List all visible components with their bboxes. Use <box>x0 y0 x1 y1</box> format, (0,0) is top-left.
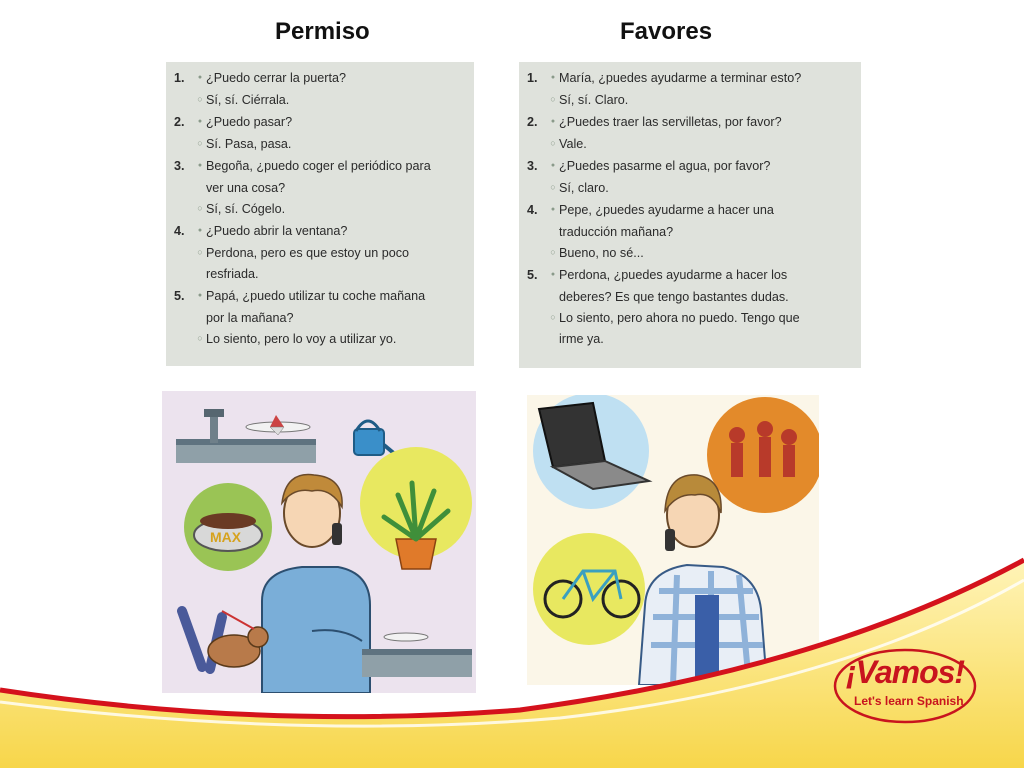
question-bullet-icon <box>547 112 559 134</box>
answer-line <box>547 178 853 199</box>
question-line <box>194 112 466 134</box>
answer-line <box>194 243 466 264</box>
answer-bullet-icon <box>194 329 206 350</box>
answer-line <box>194 264 466 285</box>
answer-line <box>194 329 466 350</box>
answer-text: Sí, sí. Claro. <box>559 93 629 107</box>
item-number: 3. <box>527 159 538 173</box>
question-bullet-icon <box>547 68 559 90</box>
dialog-item <box>527 68 853 111</box>
answer-text: resfriada. <box>206 267 259 281</box>
answer-bullet-icon <box>194 199 206 220</box>
dialog-item <box>174 221 466 285</box>
answer-bullet-icon <box>547 134 559 155</box>
question-text: Pepe, ¿puedes ayudarme a hacer una <box>559 203 774 217</box>
answer-line <box>194 134 466 155</box>
answer-bullet-icon <box>547 329 559 350</box>
item-number: 3. <box>174 159 185 173</box>
question-line <box>547 287 853 308</box>
answer-line <box>547 90 853 111</box>
question-bullet-icon <box>547 265 559 287</box>
answer-line <box>547 329 853 350</box>
favores-dialog-panel <box>519 62 861 368</box>
question-line <box>547 222 853 243</box>
dialog-item <box>174 286 466 350</box>
control-tower <box>210 413 218 443</box>
item-number: 5. <box>527 268 538 282</box>
question-bullet-icon <box>194 178 206 199</box>
dialog-item <box>527 200 853 264</box>
permiso-dialog-panel <box>166 62 474 366</box>
item-number: 5. <box>174 289 185 303</box>
item-number: 2. <box>527 115 538 129</box>
question-line <box>547 112 853 134</box>
answer-text: Sí. Pasa, pasa. <box>206 137 292 151</box>
question-line <box>547 265 853 287</box>
question-line <box>194 68 466 90</box>
dialog-item <box>174 156 466 220</box>
question-line <box>194 221 466 243</box>
answer-bullet-icon <box>547 308 559 329</box>
question-text: ver una cosa? <box>206 181 286 195</box>
answer-bullet-icon <box>547 178 559 199</box>
answer-line <box>194 199 466 220</box>
question-bullet-icon <box>547 200 559 222</box>
answer-bullet-icon <box>194 134 206 155</box>
question-text: traducción mañana? <box>559 225 674 239</box>
answer-text: Sí, claro. <box>559 181 609 195</box>
answer-line <box>547 308 853 329</box>
question-bullet-icon <box>547 156 559 178</box>
question-text: Papá, ¿puedo utilizar tu coche mañana <box>206 289 426 303</box>
heading-permiso: Permiso <box>275 18 370 45</box>
question-line <box>194 178 466 199</box>
dialog-item <box>527 112 853 155</box>
question-text: María, ¿puedes ayudarme a terminar esto? <box>559 71 802 85</box>
question-line <box>547 156 853 178</box>
question-line <box>547 200 853 222</box>
item-number: 1. <box>174 71 185 85</box>
answer-text: irme ya. <box>559 332 604 346</box>
answer-text: Vale. <box>559 137 587 151</box>
answer-bullet-icon <box>194 90 206 111</box>
question-text: por la mañana? <box>206 311 294 325</box>
answer-bullet-icon <box>547 90 559 111</box>
question-bullet-icon <box>194 112 206 134</box>
question-line <box>547 68 853 90</box>
question-text: Begoña, ¿puedo coger el periódico para <box>206 159 431 173</box>
dialog-item <box>527 265 853 350</box>
dialog-item <box>174 68 466 111</box>
item-number: 4. <box>174 224 185 238</box>
question-bullet-icon <box>194 68 206 90</box>
heading-favores: Favores <box>620 18 713 45</box>
question-text: Perdona, ¿puedes ayudarme a hacer los <box>559 268 788 282</box>
question-bullet-icon <box>194 221 206 243</box>
question-bullet-icon <box>547 222 559 243</box>
question-text: deberes? Es que tengo bastantes dudas. <box>559 290 789 304</box>
question-line <box>194 286 466 308</box>
answer-bullet-icon <box>547 243 559 264</box>
question-line <box>194 156 466 178</box>
question-bullet-icon <box>194 286 206 308</box>
dialog-item <box>174 112 466 155</box>
answer-line <box>547 134 853 155</box>
answer-text: Sí, sí. Cógelo. <box>206 202 286 216</box>
question-text: ¿Puedo cerrar la puerta? <box>206 71 347 85</box>
question-bullet-icon <box>194 156 206 178</box>
vamos-logo <box>832 646 978 726</box>
answer-bullet-icon <box>194 264 206 285</box>
answer-line <box>547 243 853 264</box>
question-text: ¿Puedes traer las servilletas, por favor? <box>559 115 782 129</box>
question-text: ¿Puedo abrir la ventana? <box>206 224 348 238</box>
logo-main-text: ¡Vamos! <box>846 654 965 690</box>
item-number: 1. <box>527 71 538 85</box>
question-text: ¿Puedo pasar? <box>206 115 293 129</box>
answer-text: Lo siento, pero lo voy a utilizar yo. <box>206 332 397 346</box>
item-number: 4. <box>527 203 538 217</box>
answer-bullet-icon <box>194 243 206 264</box>
answer-line <box>194 90 466 111</box>
airport-terminal <box>176 443 316 463</box>
answer-text: Sí, sí. Ciérrala. <box>206 93 290 107</box>
answer-text: Lo siento, pero ahora no puedo. Tengo que <box>559 311 800 325</box>
question-bullet-icon <box>194 308 206 329</box>
answer-text: Bueno, no sé... <box>559 246 644 260</box>
dancers-icon <box>729 421 797 477</box>
question-line <box>194 308 466 329</box>
item-number: 2. <box>174 115 185 129</box>
question-bullet-icon <box>547 287 559 308</box>
bowl-text: MAX <box>210 529 242 545</box>
logo-subtitle: Let's learn Spanish <box>854 694 964 708</box>
answer-text: Perdona, pero es que estoy un poco <box>206 246 410 260</box>
dialog-item <box>527 156 853 199</box>
airplane-icon <box>246 415 310 435</box>
question-text: ¿Puedes pasarme el agua, por favor? <box>559 159 771 173</box>
